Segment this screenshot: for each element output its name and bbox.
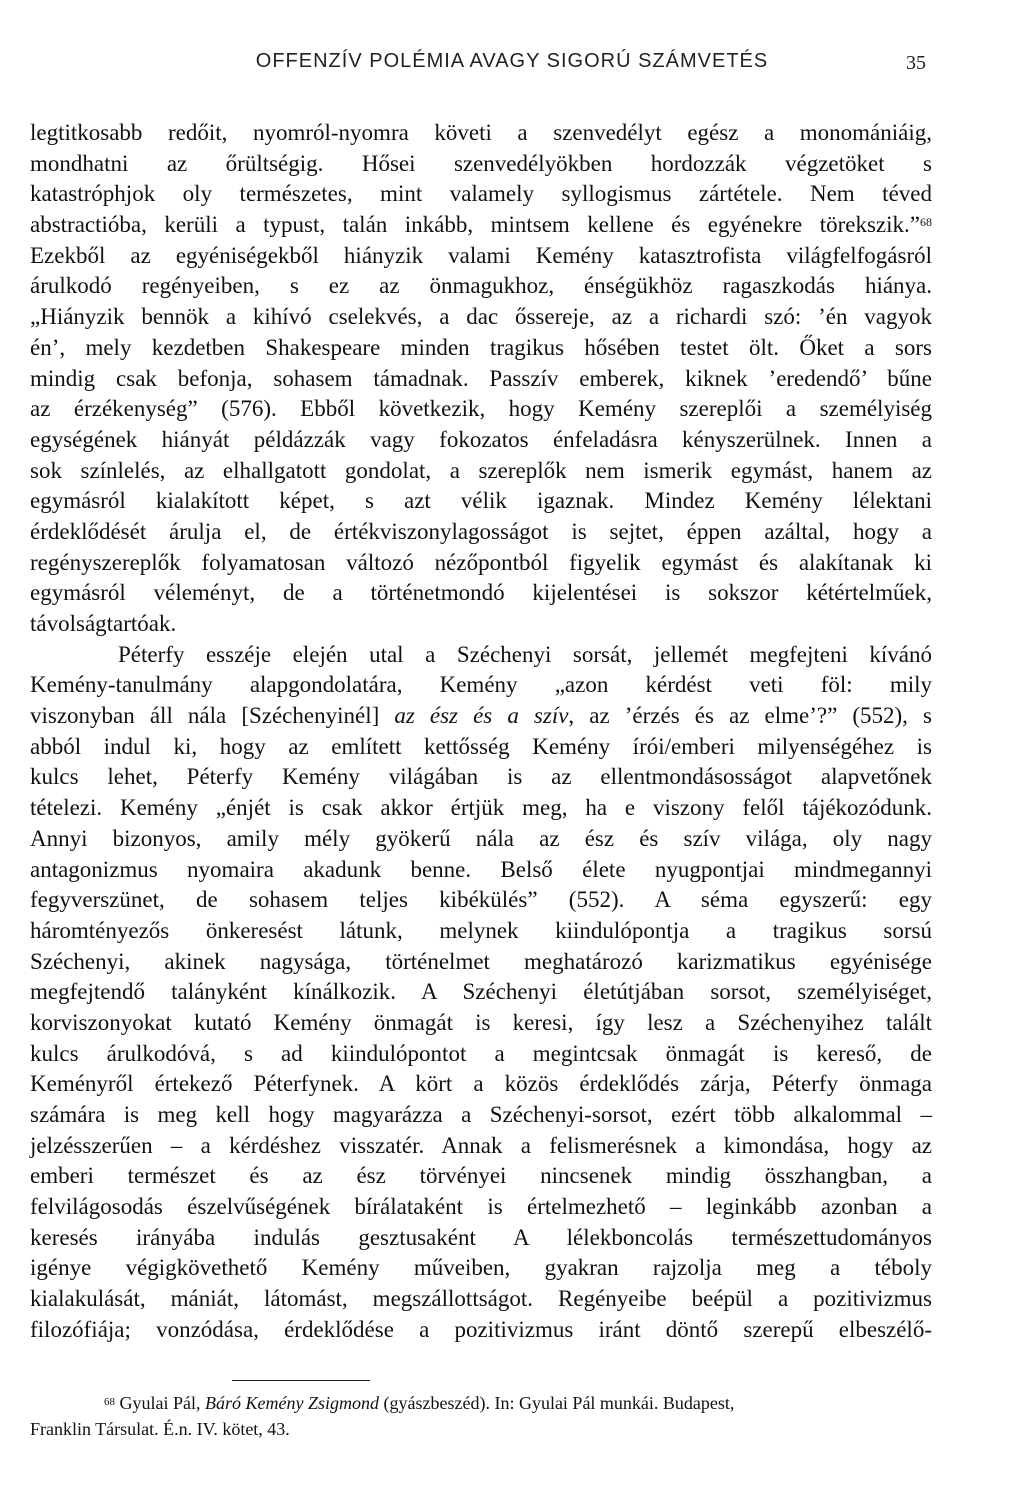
text-line: felvilágosodás észelvűségének bírálataként is értelmezhető – leginkább azonban a (30, 1194, 932, 1220)
text-line: kulcs árulkodóvá, s ad kiindulópontot a megintcsak önmagát is kereső, de (30, 1040, 932, 1066)
italic-phrase: az ész és a szív (394, 703, 569, 729)
text-line: háromtényezős önkeresést látunk, melynek kiindulópontja a tragikus sorsú (30, 917, 932, 943)
footnote-title: Báró Kemény Zsigmond (205, 1393, 379, 1413)
text-line: kialakulását, mániát, látomást, megszállottságot. Regényeibe beépül a pozitivizmus (30, 1286, 932, 1312)
text-line: Széchenyi, akinek nagysága, történelmet meghatározó karizmatikus egyénisége (30, 948, 932, 974)
footnote-details: (gyászbeszéd). In: Gyulai Pál munkái. Budapest, (383, 1393, 735, 1413)
text-line: katastróphjok oly természetes, mint valamely syllogismus zártétele. Nem téved (30, 181, 932, 207)
text-line (30, 701, 932, 732)
text-line: regényszereplők folyamatosan változó nézőpontból figyelik egymást és alakítanak ki (30, 549, 932, 575)
text-segment: , az ’érzés és az elme’?” (552), s (568, 703, 932, 729)
text-line: „Hiányzik bennök a kihívó cselekvés, a dac őssereje, az a richardi szó: ’én vagyok (30, 304, 932, 330)
text-line: mondhatni az őrültségig. Hősei szenvedélyökben hordozzák végzetöket s (30, 150, 932, 176)
text-line: igénye végigkövethető Kemény műveiben, gyakran rajzolja meg a téboly (30, 1255, 932, 1281)
text-line: árulkodó regényeiben, s ez az önmagukhoz, énségükhöz ragaszkodás hiánya. (30, 273, 932, 299)
footnote (30, 1390, 932, 1442)
running-title: OFFENZÍV POLÉMIA AVAGY SIGORÚ SZÁMVETÉS (255, 50, 769, 72)
text-line: Keményről értekező Péterfynek. A kört a közös érdeklődés zárja, Péterfy önmaga (30, 1071, 932, 1097)
text-line (30, 210, 932, 241)
text-line: egymásról kialakított képet, s azt vélik igaznak. Mindez Kemény lélektani (30, 488, 932, 514)
text-line: érdeklődését árulja el, de értékviszonylagosságot is sejtet, éppen azáltal, hogy a (30, 518, 932, 544)
page-number: 35 (906, 52, 926, 74)
footnote-line: Franklin Társulat. É.n. IV. kötet, 43. (30, 1419, 290, 1439)
text-line: korviszonyokat kutató Kemény önmagát is keresi, így lesz a Széchenyihez talált (30, 1009, 932, 1035)
text-line: kulcs lehet, Péterfy Kemény világában is az ellentmondásosságot alapvetőnek (30, 764, 932, 790)
text-line: antagonizmus nyomaira akadunk benne. Belső élete nyugpontjai mindmegannyi (30, 856, 932, 882)
text-segment: viszonyban áll nála [Széchenyinél] (30, 703, 395, 729)
running-header (0, 50, 1024, 80)
text-line: keresés irányába indulás gesztusaként A lélekboncolás természettudományos (30, 1224, 932, 1250)
text-line: Kemény-tanulmány alapgondolatára, Kemény „azon kérdést veti föl: mily (30, 672, 932, 698)
text-line: sok színlelés, az elhallgatott gondolat, a szereplők nem ismerik egymást, hanem az (30, 457, 932, 483)
footnote-line (30, 1390, 932, 1416)
text-line: emberi természet és az ész törvényei nincsenek mindig összhangban, a (30, 1163, 932, 1189)
footnote-number: 68 (104, 1396, 115, 1408)
footnote-author: Gyulai Pál, (119, 1393, 201, 1413)
text-line: abból indul ki, hogy az említett kettősség Kemény írói/emberi milyenségéhez is (30, 733, 932, 759)
text-line: én’, mely kezdetben Shakespeare minden tragikus hősében testet ölt. Őket a sors (30, 334, 932, 360)
text-line: mindig csak befonja, sohasem támadnak. Passzív emberek, kiknek ’eredendő’ bűne (30, 365, 932, 391)
text-line: jelzésszerűen – a kérdéshez visszatér. Annak a felismerésnek a kimondása, hogy az (30, 1132, 932, 1158)
text-line: fegyverszünet, de sohasem teljes kibékülés” (552). A séma egyszerű: egy (30, 887, 932, 913)
footnote-reference: 68 (920, 215, 932, 230)
footnote-divider (232, 1380, 370, 1381)
text-line: egymásról véleményt, de a történetmondó kijelentései is sokszor kétértelműek, (30, 580, 932, 606)
text-line: Péterfy esszéje elején utal a Széchenyi sorsát, jellemét megfejteni kívánó (118, 641, 932, 667)
text-line: az érzékenység” (576). Ebből következik, hogy Kemény szereplői a személyiség (30, 396, 932, 422)
text-line: távolságtartóak. (30, 611, 177, 636)
body-text (30, 118, 932, 1346)
text-line: tételezi. Kemény „énjét is csak akkor értjük meg, ha e viszony felől tájékozódunk. (30, 795, 932, 821)
text-line: filozófiája; vonzódása, érdeklődése a pozitivizmus iránt döntő szerepű elbeszélő- (30, 1316, 932, 1342)
text-line: egységének hiányát példázzák vagy fokozatos énfeladásra kényszerülnek. Innen a (30, 426, 932, 452)
text-line: számára is meg kell hogy magyarázza a Széchenyi-sorsot, ezért több alkalommal – (30, 1102, 932, 1127)
text-line: Annyi bizonyos, amily mély gyökerű nála az ész és szív világa, oly nagy (30, 825, 932, 851)
text-line: megfejtendő talányként kínálkozik. A Széchenyi életútjában sorsot, személyiséget, (30, 979, 932, 1005)
text-line: Ezekből az egyéniségekből hiányzik valami Kemény katasztrofista világfelfogásról (30, 242, 932, 268)
text-line: legtitkosabb redőit, nyomról-nyomra követi a szenvedélyt egész a monomániáig, (30, 120, 932, 145)
text-line-content: abstractióba, kerüli a typust, talán inkább, mintsem kellene és egyénekre törekszik.” (30, 212, 920, 238)
